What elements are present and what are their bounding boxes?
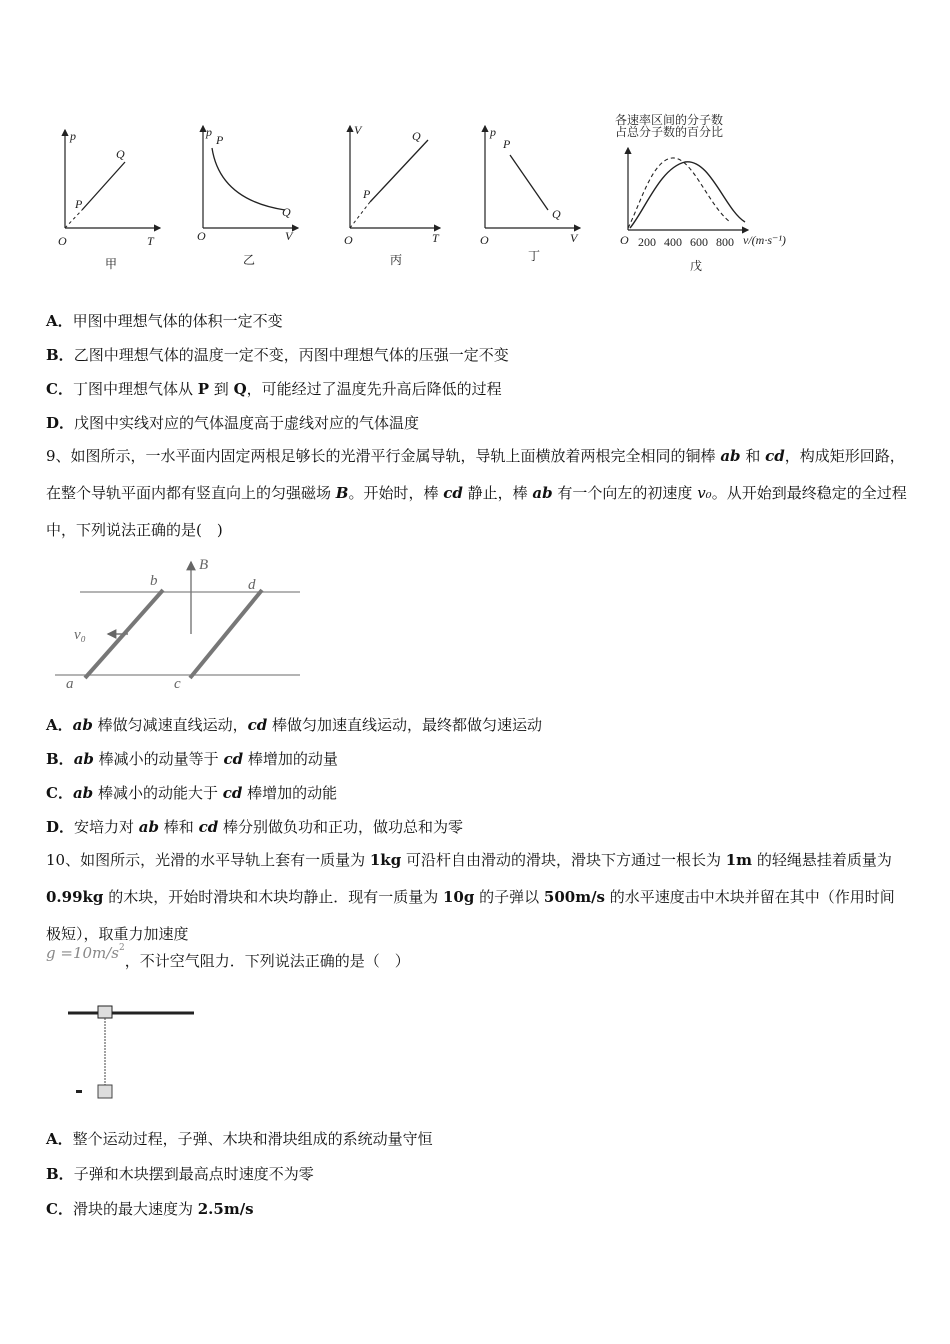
- bing-ylabel: V: [354, 123, 362, 137]
- q10-s2: 可沿杆自由滑动的滑块，滑块下方通过一根长为: [401, 851, 726, 869]
- q9-option-a-t1: 棒做匀减速直线运动，: [92, 716, 248, 734]
- q8-option-a-text: 甲图中理想气体的体积一定不变: [72, 312, 283, 330]
- q8-option-c-text-b: 到: [209, 380, 234, 398]
- wu-ylabel-2: 占总分子数的百分比: [615, 125, 724, 139]
- gas-graphs-figure: [40, 110, 820, 280]
- q10-s4: 的木块，开始时滑块和木块均静止．现有一质量为: [103, 888, 443, 906]
- q10-s5: 的子弹以: [474, 888, 544, 906]
- yi-xlabel: V: [285, 229, 293, 243]
- q9-ab: ab: [720, 447, 741, 465]
- q8-option-b-text: 乙图中理想气体的温度一定不变，丙图中理想气体的压强一定不变: [73, 346, 509, 364]
- q8-option-c: [46, 379, 502, 399]
- q9-v0: v₀: [697, 484, 712, 502]
- q8-option-d-text: 戊图中实线对应的气体温度高于虚线对应的气体温度: [74, 414, 420, 432]
- yi-p: P: [216, 133, 224, 147]
- yi-ylabel: p: [206, 125, 212, 139]
- q10-g-formula: g =10m/s: [46, 944, 120, 962]
- q10-m2: 0.99kg: [46, 888, 104, 906]
- q9-s2: 和: [740, 447, 766, 465]
- q8-option-b: [46, 345, 509, 365]
- q9-option-d-ab: ab: [138, 818, 160, 836]
- q9-s5: 静止，棒: [462, 484, 533, 502]
- q8-option-c-p: P: [197, 380, 210, 398]
- q9-ab-2: ab: [532, 484, 553, 502]
- jia-xlabel: T: [147, 234, 154, 248]
- graph-yi: [197, 125, 298, 267]
- q8-option-b-letter: B．: [46, 346, 74, 364]
- bing-xlabel: T: [432, 231, 439, 245]
- jia-origin: O: [58, 234, 67, 248]
- q10-stem-line3: [46, 943, 410, 971]
- ding-caption: 丁: [528, 249, 541, 263]
- wu-tick-600: 600: [690, 235, 708, 249]
- wu-ylabel-1: 各速率区间的分子数: [615, 113, 724, 127]
- q10-option-c-letter: C．: [46, 1200, 73, 1218]
- q10-option-c-value: 2.5m/s: [197, 1200, 254, 1218]
- slider-block: [98, 1006, 112, 1018]
- q9-option-b-t2: 棒增加的动量: [243, 750, 338, 768]
- q9-b-field: B: [335, 484, 349, 502]
- q9-option-c-t1: 棒减小的动能大于: [93, 784, 223, 802]
- jia-ylabel: p: [70, 129, 76, 143]
- wu-origin: O: [620, 233, 629, 247]
- yi-q: Q: [282, 205, 291, 219]
- jia-p: P: [75, 197, 83, 211]
- q9-option-d-letter: D．: [46, 818, 75, 836]
- q9-cd: cd: [765, 447, 785, 465]
- q10-s7: ，不计空气阻力．下列说法正确的是（ ）: [124, 952, 410, 970]
- ding-q: Q: [552, 207, 561, 221]
- q9-option-a-letter: A．: [46, 716, 73, 734]
- q10-stem: [46, 842, 908, 953]
- q10-s1: 10、如图所示，光滑的水平导轨上套有一质量为: [46, 851, 370, 869]
- wu-xlabel: v/(m·s⁻¹): [743, 233, 786, 247]
- rod-cd: [190, 590, 262, 678]
- wu-tick-400: 400: [664, 235, 682, 249]
- q9-option-b-t1: 棒减小的动量等于: [93, 750, 224, 768]
- q9-s3: ，构成矩形回路，在整个导轨平面内都有竖直向上的匀强磁场: [46, 447, 905, 502]
- bing-q: Q: [412, 129, 421, 143]
- wu-tick-800: 800: [716, 235, 734, 249]
- q10-g-exp: 2: [119, 943, 125, 953]
- label-c: c: [174, 676, 181, 692]
- q9-option-d: [46, 817, 463, 837]
- q10-option-b-letter: B．: [46, 1165, 74, 1183]
- graph-wu: [615, 112, 786, 273]
- pendulum-figure: [60, 1000, 210, 1110]
- ding-origin: O: [480, 233, 489, 247]
- q9-option-c-letter: C．: [46, 784, 73, 802]
- ding-p: P: [503, 137, 511, 151]
- q8-option-a: [46, 311, 283, 331]
- q10-option-b: [46, 1164, 314, 1184]
- q9-option-a-t2: 棒做匀加速直线运动，最终都做匀速运动: [267, 716, 543, 734]
- ding-xlabel: V: [570, 231, 578, 245]
- q9-option-c-t2: 棒增加的动能: [242, 784, 338, 802]
- yi-caption: 乙: [243, 253, 256, 267]
- q10-option-c-text: 滑块的最大速度为: [72, 1200, 198, 1218]
- q10-v: 500m/s: [543, 888, 605, 906]
- q9-option-a-cd: cd: [247, 716, 268, 734]
- wu-tick-200: 200: [638, 235, 656, 249]
- ding-ylabel: p: [490, 125, 496, 139]
- graph-ding: [480, 125, 580, 263]
- q8-option-d-letter: D．: [46, 414, 75, 432]
- jia-caption: 甲: [105, 257, 118, 271]
- q10-s6: 的水平速度击中木块并留在其中（作用时间极短），取重力加速度: [46, 888, 895, 943]
- q9-option-c-cd: cd: [222, 784, 243, 802]
- q9-option-c: [46, 783, 337, 803]
- q9-s7: 。从开始到最终稳定的全过程中，下列说法正确的是( ): [46, 484, 907, 539]
- q9-option-a: [46, 715, 542, 735]
- label-B: B: [199, 557, 209, 573]
- q9-option-b-ab: ab: [73, 750, 94, 768]
- q9-cd-2: cd: [443, 484, 463, 502]
- q8-option-d: [46, 413, 419, 433]
- q10-len: 1m: [725, 851, 753, 869]
- yi-origin: O: [197, 229, 206, 243]
- rails-figure: [50, 552, 310, 692]
- q10-option-a: [46, 1129, 433, 1149]
- q9-option-c-ab: ab: [72, 784, 94, 802]
- q9-option-b-letter: B．: [46, 750, 74, 768]
- bing-origin: O: [344, 233, 353, 247]
- q9-option-d-t0: 安培力对: [74, 818, 139, 836]
- label-v0: v₀: [74, 627, 86, 643]
- q9-stem: [46, 438, 908, 549]
- jia-q: Q: [116, 147, 125, 161]
- q9-option-d-t2: 棒分别做负功和正功，做功总和为零: [218, 818, 463, 836]
- q8-option-c-letter: C．: [46, 380, 73, 398]
- graph-bing: [344, 123, 440, 267]
- q8-option-c-text-a: 丁图中理想气体从: [72, 380, 198, 398]
- q9-option-d-cd: cd: [198, 818, 219, 836]
- bing-caption: 丙: [390, 253, 403, 267]
- q10-m1: 1kg: [369, 851, 402, 869]
- q9-s1: 9、如图所示，一水平面内固定两根足够长的光滑平行金属导轨，导轨上面横放着两根完全相同的铜棒: [46, 447, 721, 465]
- q10-option-a-letter: A．: [46, 1130, 73, 1148]
- q10-option-b-text: 子弹和木块摆到最高点时速度不为零: [73, 1165, 314, 1183]
- label-a: a: [66, 676, 74, 692]
- q8-option-a-letter: A．: [46, 312, 73, 330]
- label-b: b: [150, 573, 158, 589]
- q9-option-b-cd: cd: [223, 750, 244, 768]
- q9-option-b: [46, 749, 338, 769]
- q10-s3: 的轻绳悬挂着质量为: [752, 851, 892, 869]
- bing-p: P: [363, 187, 371, 201]
- q8-option-c-q: Q: [233, 380, 247, 398]
- q10-option-a-text: 整个运动过程，子弹、木块和滑块组成的系统动量守恒: [72, 1130, 433, 1148]
- wooden-block: [98, 1085, 112, 1098]
- q10-option-c: [46, 1199, 254, 1219]
- q9-s4: 。开始时，棒: [348, 484, 444, 502]
- graph-jia: [58, 129, 160, 271]
- q9-option-d-t1: 棒和: [159, 818, 199, 836]
- q10-m3: 10g: [442, 888, 475, 906]
- label-d: d: [248, 577, 256, 593]
- q9-option-a-ab: ab: [72, 716, 93, 734]
- q8-option-c-text-c: ，可能经过了温度先升高后降低的过程: [246, 380, 502, 398]
- wu-caption: 戊: [690, 259, 703, 273]
- q9-s6: 有一个向左的初速度: [552, 484, 698, 502]
- bullet: [76, 1090, 82, 1093]
